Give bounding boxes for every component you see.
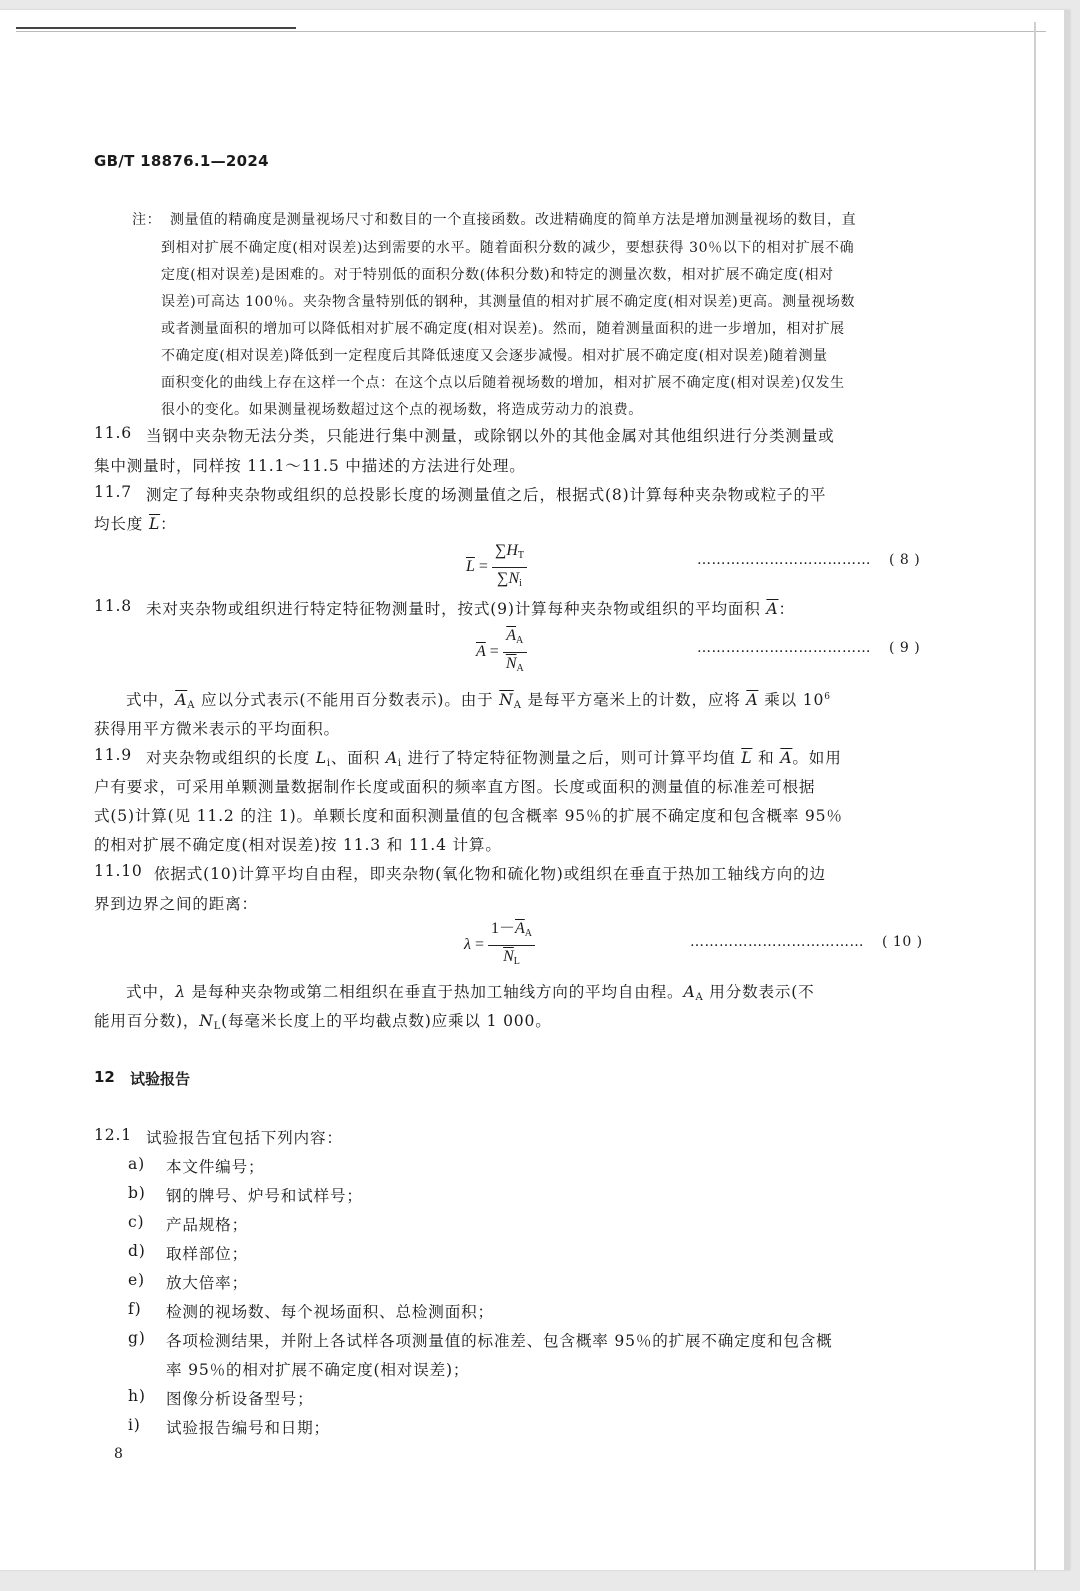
eq8-fraction	[492, 540, 527, 595]
list-item-label: g)	[128, 1329, 146, 1347]
text: 未对夹杂物或组织进行特定特征物测量时，按式(9)计算每种夹杂物或组织的平均面积	[146, 600, 767, 618]
note-line-4: 误差)可高达 100％。夹杂物含量特别低的钢种，其测量值的相对扩展不确定度(相对误差)更高。测量视场数	[161, 294, 856, 310]
note-line-5: 或者测量面积的增加可以降低相对扩展不确定度(相对误差)。然而，随着测量面积的进一步增加，相对扩展	[161, 321, 845, 337]
note-line-1: 测量值的精确度是测量视场尺寸和数目的一个直接函数。改进精确度的简单方法是增加测量视场的数目，直	[170, 212, 857, 228]
note-line-3: 定度(相对误差)是困难的。对于特别低的面积分数(体积分数)和特定的测量次数，相对扩展不确定度(相对	[161, 267, 834, 283]
clause-11-8-where-line-1	[126, 688, 831, 711]
clause-11-10-where-line-1	[126, 980, 815, 1003]
symbol: λ	[175, 983, 186, 1001]
clause-11-7-number: 11.7	[94, 483, 132, 501]
symbol: L	[315, 749, 327, 767]
equation-10	[464, 918, 535, 973]
eq9-tag: ( 9 )	[889, 640, 921, 656]
text: (每毫米长度上的平均截点数)应乘以 1 000。	[221, 1012, 552, 1030]
clause-11-9-line-3: 式(5)计算(见 11.2 的注 1)。单颗长度和面积测量值的包含概率 95％的扩展不确定度和包含概率 95％	[94, 807, 843, 825]
text: 是每平方毫米上的计数，应将	[521, 691, 747, 709]
note-line-6: 不确定度(相对误差)降低到一定程度后其降低速度又会逐步减慢。相对扩展不确定度(相对误差)随着测量	[161, 348, 828, 364]
eq8-leader-dots: ………………………………	[697, 552, 871, 568]
symbol: $\overline{A}$	[175, 691, 188, 709]
equals-sign: =	[474, 936, 484, 954]
eq9-numerator-sub: A	[516, 635, 524, 646]
note-line-2: 到相对扩展不确定度(相对误差)达到需要的水平。随着面积分数的减少，要想获得 30％以下的相对扩展不确	[161, 240, 855, 256]
clause-11-8-number: 11.8	[94, 597, 132, 615]
clause-11-9-line-1	[146, 746, 842, 769]
eq8-numerator: ∑H	[494, 542, 518, 559]
list-item-text: 图像分析设备型号；	[166, 1390, 314, 1408]
clause-12-1-intro: 试验报告宜包括下列内容：	[146, 1129, 343, 1147]
symbol: N	[199, 1012, 214, 1030]
eq10-lhs: λ	[464, 936, 471, 954]
symbol-sub: A	[513, 700, 522, 711]
clause-11-6-line-2: 集中测量时，同样按 11.1～11.5 中描述的方法进行处理。	[94, 457, 526, 475]
eq9-denominator-sub: A	[516, 663, 524, 674]
text: ：	[160, 515, 177, 533]
symbol-l-bar: $\overline{L}$	[148, 515, 161, 533]
text: 是每种夹杂物或第二相组织在垂直于热加工轴线方向的平均自由程。	[185, 983, 684, 1001]
clause-11-10-number: 11.10	[94, 862, 143, 880]
text: 式中，	[126, 983, 176, 1001]
eq9-denominator: $\overline{N}$	[505, 655, 517, 672]
eq8-denominator: ∑N	[497, 570, 520, 587]
note-line-7: 面积变化的曲线上存在这样一个点：在这个点以后随着视场数的增加，相对扩展不确定度(相对误差)仅发生	[161, 375, 845, 391]
equals-sign: =	[489, 643, 499, 661]
page-edge	[1034, 22, 1036, 1570]
eq8-tag: ( 8 )	[889, 552, 921, 568]
text: 能用百分数)，	[94, 1012, 200, 1030]
clause-11-10-line-1: 依据式(10)计算平均自由程，即夹杂物(氧化物和硫化物)或组织在垂直于热加工轴线方向的边	[154, 865, 826, 883]
clause-11-6-number: 11.6	[94, 424, 132, 442]
list-item-label: h)	[128, 1387, 146, 1405]
list-item-label: a)	[128, 1155, 145, 1173]
symbol-a-bar: $\overline{A}$	[766, 600, 779, 618]
eq8-numerator-sub: T	[517, 550, 525, 561]
list-item-label: c)	[128, 1213, 145, 1231]
clause-11-8-where-line-2: 获得用平方微米表示的平均面积。	[94, 720, 340, 738]
text: 应以分式表示(不能用百分数表示)。由于	[195, 691, 500, 709]
list-item-text: 取样部位；	[166, 1245, 248, 1263]
eq9-lhs: $\overline{A}$	[476, 643, 486, 661]
eq10-fraction	[488, 918, 535, 973]
eq9-leader-dots: ………………………………	[697, 640, 871, 656]
symbol: $\overline{N}$	[499, 691, 514, 709]
clause-11-9-number: 11.9	[94, 746, 132, 764]
clause-11-10-line-2: 界到边界之间的距离：	[94, 895, 258, 913]
clause-11-8-line-1	[146, 597, 795, 619]
symbol: $\overline{A}$	[746, 691, 759, 709]
symbol-sub: A	[695, 992, 704, 1003]
symbol: $\overline{A}$	[780, 749, 793, 767]
eq8-lhs: $\overline{L}$	[466, 558, 475, 576]
note-line-8: 很小的变化。如果测量视场数超过这个点的视场数，将造成劳动力的浪费。	[161, 402, 643, 418]
list-item-text: 产品规格；	[166, 1216, 248, 1234]
eq10-numerator-sub: A	[524, 928, 532, 939]
list-item-text: 检测的视场数、每个视场面积、总检测面积；	[166, 1303, 494, 1321]
list-item-text: 本文件编号；	[166, 1158, 265, 1176]
list-item-continuation: 率 95％的相对扩展不确定度(相对误差)；	[166, 1361, 470, 1379]
eq10-leader-dots: ………………………………	[690, 934, 864, 950]
top-rule	[16, 27, 296, 29]
symbol-sub: A	[187, 700, 196, 711]
exponent: 6	[824, 692, 831, 702]
text: ：	[778, 600, 795, 618]
symbol-sub: i	[326, 758, 331, 769]
symbol-sub: i	[397, 758, 402, 769]
section-12-title: 试验报告	[130, 1070, 191, 1088]
list-item-label: d)	[128, 1242, 146, 1260]
standard-header: GB/T 18876.1—2024	[94, 152, 269, 170]
text: 均长度	[94, 515, 149, 533]
text: 乘以 10	[758, 691, 825, 709]
text: 用分数表示(不	[703, 983, 815, 1001]
symbol: $\overline{L}$	[741, 749, 753, 767]
note-label: 注：	[132, 212, 162, 228]
clause-11-7-line-2	[94, 512, 177, 534]
clause-11-9-line-4: 的相对扩展不确定度(相对误差)按 11.3 和 11.4 计算。	[94, 836, 502, 854]
list-item-text: 试验报告编号和日期；	[166, 1419, 330, 1437]
eq10-denominator: $\overline{N}$	[503, 948, 514, 965]
eq10-numerator-prefix: 1－	[490, 920, 515, 937]
clause-11-10-where-line-2	[94, 1009, 552, 1032]
list-item-label: i)	[128, 1416, 141, 1434]
text: 。如用	[792, 749, 842, 767]
eq8-denominator-sub: i	[519, 578, 522, 589]
list-item-label: e)	[128, 1271, 145, 1289]
page-number: 8	[114, 1446, 123, 1462]
equation-9	[476, 625, 527, 680]
symbol-sub: L	[213, 1021, 222, 1032]
list-item-text: 放大倍率；	[166, 1274, 248, 1292]
eq10-denominator-sub: L	[513, 956, 520, 967]
eq9-fraction	[503, 625, 527, 680]
eq9-numerator: $\overline{A}$	[506, 627, 517, 644]
equation-8	[466, 540, 527, 595]
symbol: A	[683, 983, 696, 1001]
equals-sign: =	[478, 558, 488, 576]
eq10-tag: ( 10 )	[882, 934, 923, 950]
top-rule-thin	[16, 31, 1046, 32]
text: 对夹杂物或组织的长度	[146, 749, 316, 767]
text: 和	[752, 749, 781, 767]
clause-12-1-number: 12.1	[94, 1126, 132, 1144]
clause-11-9-line-2: 户有要求，可采用单颗测量数据制作长度或面积的频率直方图。长度或面积的测量值的标准差可根据	[94, 778, 816, 796]
list-item-text: 钢的牌号、炉号和试样号；	[166, 1187, 363, 1205]
text: 进行了特定特征物测量之后，则可计算平均值	[401, 749, 742, 767]
text: 式中，	[126, 691, 176, 709]
eq10-numerator-symbol: $\overline{A}$	[514, 920, 525, 937]
list-item-label: f)	[128, 1300, 142, 1318]
list-item-text: 各项检测结果，并附上各试样各项测量值的标准差、包含概率 95％的扩展不确定度和包含概	[166, 1332, 833, 1350]
section-12-number: 12	[94, 1068, 115, 1086]
symbol: A	[385, 749, 398, 767]
text: 、面积	[330, 749, 386, 767]
clause-11-7-line-1: 测定了每种夹杂物或组织的总投影长度的场测量值之后，根据式(8)计算每种夹杂物或粒子的平	[146, 486, 827, 504]
clause-11-6-line-1: 当钢中夹杂物无法分类，只能进行集中测量，或除钢以外的其他金属对其他组织进行分类测量或	[146, 427, 835, 445]
list-item-label: b)	[128, 1184, 146, 1202]
